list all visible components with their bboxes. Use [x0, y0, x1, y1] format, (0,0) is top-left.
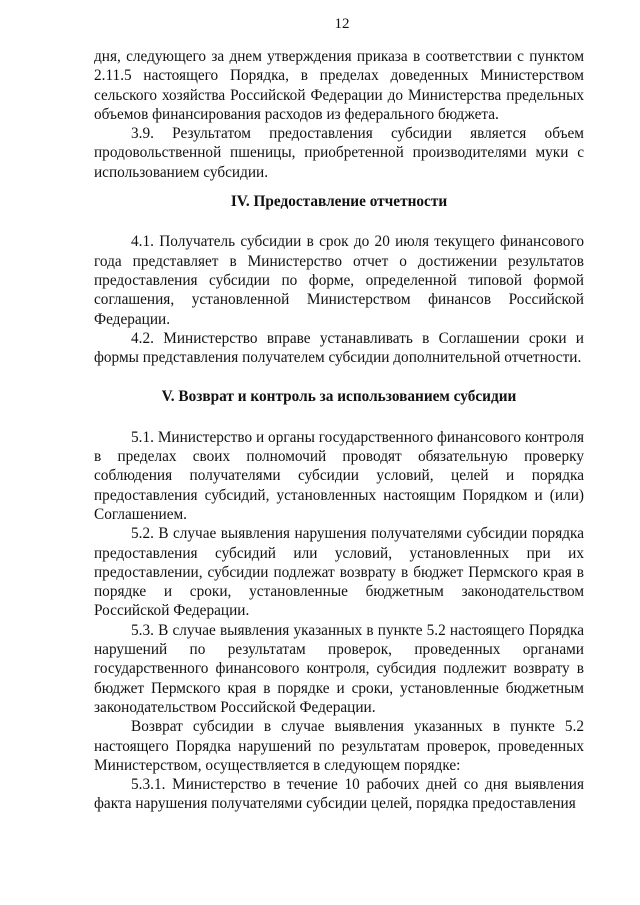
paragraph-4-2: 4.2. Министерство вправе устанавливать в Соглашении сроки и формы представления получателем субсидии дополнительной отчетности. [94, 329, 584, 367]
paragraph-5-3: 5.3. В случае выявления указанных в пункте 5.2 настоящего Порядка нарушений по результатам проверок, проведенных органами государственного финансового контроля, субсидия подлежит возврату в бюджет Пермского края в порядке и сроки, установленные бюджетным законодательством Российской Федерации. [94, 621, 584, 716]
paragraph-5-1: 5.1. Министерство и органы государственного финансового контроля в пределах своих полномочий проводят обязательную проверку соблюдения получателями субсидии условий, целей и порядка предоставления субсидий, установленных настоящим Порядком и (или) Соглашением. [94, 428, 584, 523]
paragraph-5-2: 5.2. В случае выявления нарушения получателями субсидии порядка предоставления субсидий или условий, установленных при их предоставлении, субсидии подлежат возврату в бюджет Пермского края в порядке и сроки, установленные бюджетным законодательством Российской Федерации. [94, 525, 584, 620]
paragraph-3-9: 3.9. Результатом предоставления субсидии является объем продовольственной пшеницы, приобретенной производителями муки с использованием субсидии. [94, 125, 584, 181]
section-iv-heading: IV. Предоставление отчетности [230, 193, 448, 211]
document-page [94, 14, 584, 814]
section-v-heading: V. Возврат и контроль за использованием субсидии [161, 388, 517, 406]
page-number: 12 [334, 16, 350, 32]
paragraph-return-procedure: Возврат субсидии в случае выявления указанных в пункте 5.2 настоящего Порядка нарушений по результатам проверок, проведенных Министерством, осуществляется в следующем порядке: [94, 718, 584, 774]
paragraph-4-1: 4.1. Получатель субсидии в срок до 20 июля текущего финансового года представляет в Министерство отчет о достижении результатов предоставления субсидии по форме, определенной типовой формой соглашения, установленной Министерством финансов Российской Федерации. [94, 233, 584, 328]
paragraph-5-3-1: 5.3.1. Министерство в течение 10 рабочих дней со дня выявления факта нарушения получателями субсидии целей, порядка предоставления [94, 776, 584, 813]
paragraph-continuation: дня, следующего за днем утверждения приказа в соответствии с пунктом 2.11.5 настоящего Порядка, в пределах доведенных Министерством сельского хозяйства Российской Федерации до Министерства предельных объемов финансирования расходов из федерального бюджета. [94, 48, 584, 123]
